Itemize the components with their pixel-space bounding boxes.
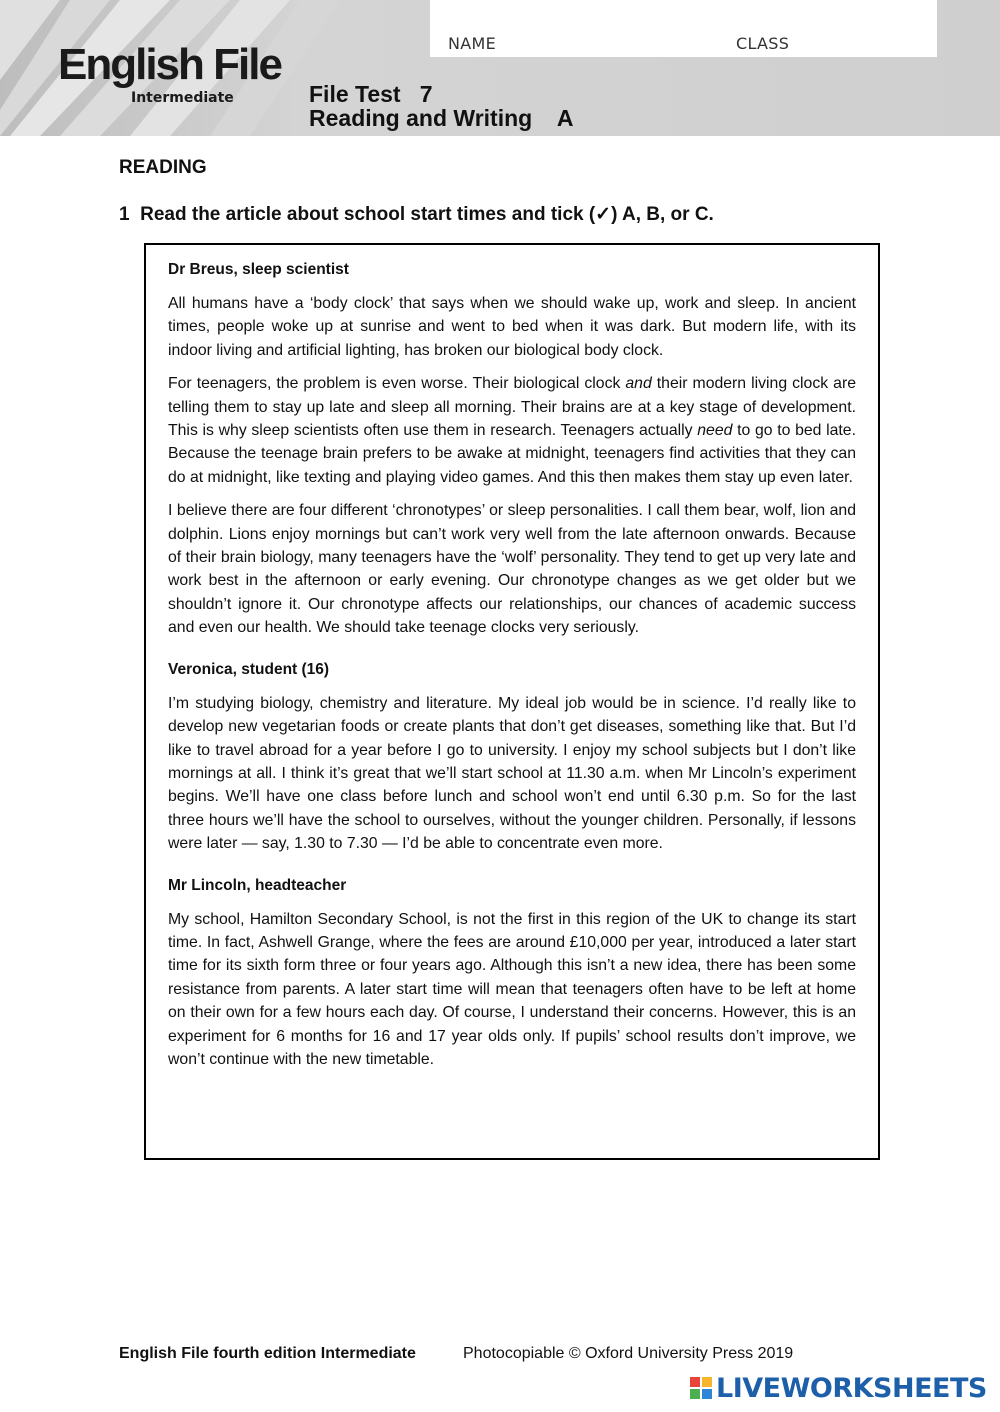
lincoln-paragraph-1: My school, Hamilton Secondary School, is not the first in this region of the UK to change its start time. In fact, Ashwell Grange, where the fees are around £10,000 per year, introduced a later start time for its sixth form three or four years ago. Although this isn’t a new idea, there has been some resistance from parents. A later start time will mean that teenagers often have to be left at home on their own for a few hours each day. Of course, I understand their concerns. However, this is an experiment for 6 months for 16 and 17 year olds only. If pupils’ school results don’t improve, we won’t continue with the new timetable. [168,910,856,1068]
test-title [309,82,574,130]
breus-paragraph-3: I believe there are four different ‘chronotypes’ or sleep personalities. I call them bear, wolf, lion and dolphin. Lions enjoy mornings but can’t work very well from the late afternoon onwards. Because of their brain biology, many teenagers have the ‘wolf’ personality. They tend to get up very late and work best in the afternoon or early evening. Our chronotype changes as we get older but we shouldn’t ignore it. Our chronotype affects our relationships, our chances of academic success and even our health. We should take teenage clocks very seriously. [168,502,856,637]
article-box [144,243,880,1160]
breus-p2-part-a: For teenagers, the problem is even worse. Their biological clock [168,375,626,393]
author-lincoln: Mr Lincoln, headteacher [168,876,347,894]
liveworksheets-logo[interactable] [690,1372,987,1404]
breus-paragraph-2 [168,372,856,489]
liveworksheets-text: LIVEWORKSHEETS [716,1372,987,1404]
liveworksheets-icon [690,1377,712,1399]
test-title-line2: Reading and Writing A [309,105,574,131]
section-heading: READING [119,157,207,178]
breus-p2-part-c: to go to bed late. Because the teenage brain prefers to be awake at midnight, teenagers find activities that they can do at midnight, like texting and playing video games. And this then makes them stay up even later. [168,422,856,486]
breus-p2-part-b: their modern living clock are telling them to stay up late and sleep all morning. Their brains are at a key stage of development. This is why sleep scientists often use them in research. Teenagers actually [168,375,856,440]
breus-p2-emphasis-need: need [697,422,733,440]
author-veronica: Veronica, student (16) [168,660,330,678]
logo-subtitle: Intermediate [131,90,234,106]
veronica-paragraph-1: I’m studying biology, chemistry and literature. My ideal job would be in science. I’d really like to develop new vegetarian foods or create plants that don’t get diseases, something like that. But I’d like to travel abroad for a year before I go to university. I enjoy my school subjects but I don’t like mornings at all. I think it’s great that we’ll start school at 11.30 a.m. when Mr Lincoln’s experiment begins. We’ll have one class before lunch and school won’t end until 6.30 p.m. So for the last three hours we’ll have the school to ourselves, without the younger children. Personally, if lessons were later — say, 1.30 to 7.30 — I’d be able to concentrate even more. [168,694,856,853]
breus-paragraph-1: All humans have a ‘body clock’ that says when we should wake up, work and sleep. In ancient times, people woke up at sunrise and went to bed when it was dark. But modern life, with its indoor living and artificial lighting, has broken our biological body clock. [168,295,856,359]
logo-title: English File [58,40,281,89]
footer-edition: English File fourth edition Intermediate [119,1345,416,1362]
instruction: 1 Read the article about school start times and tick (✓) A, B, or C. [119,204,714,225]
name-class-strip [430,0,937,57]
name-label: NAME [448,34,497,53]
breus-p2-emphasis-and: and [625,375,652,393]
class-label: CLASS [736,34,790,53]
test-title-line1: File Test 7 [309,81,433,107]
footer-copyright: Photocopiable © Oxford University Press 2019 [463,1345,794,1362]
author-breus: Dr Breus, sleep scientist [168,261,349,278]
